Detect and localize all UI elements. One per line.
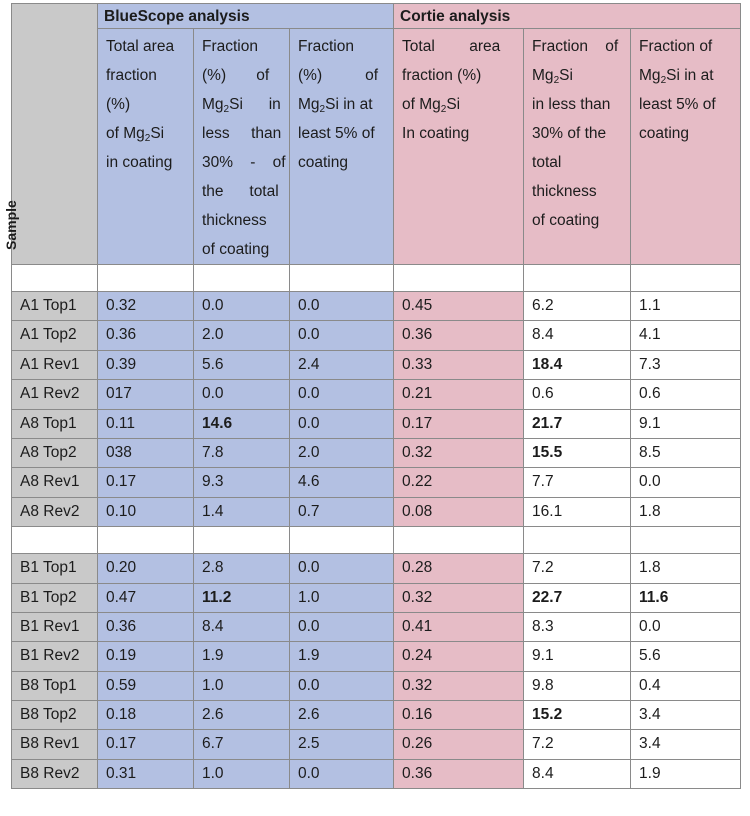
value-cell: 0.39 — [98, 350, 194, 379]
sample-cell: A1 Rev1 — [12, 350, 98, 379]
value-cell: 0.7 — [290, 497, 394, 526]
group-header-row — [12, 4, 741, 29]
header-line: of $Mg_2Si$ — [106, 125, 165, 144]
header-line: (%) — [106, 96, 131, 113]
value-cell: 0.36 — [394, 321, 524, 350]
table-row — [12, 438, 741, 467]
value-cell: 2.6 — [290, 701, 394, 730]
sample-cell: A1 Rev2 — [12, 380, 98, 409]
table-row — [12, 583, 741, 612]
value-cell: 1.9 — [631, 759, 741, 788]
sample-cell: A1 Top1 — [12, 292, 98, 321]
table-row — [12, 497, 741, 526]
value-cell: 0.0 — [290, 321, 394, 350]
value-cell: 5.6 — [631, 642, 741, 671]
separator-row — [12, 527, 741, 554]
header-line: of coating — [532, 212, 600, 229]
results-table — [3, 3, 741, 789]
value-cell: 6.2 — [524, 292, 631, 321]
value-cell: 1.9 — [194, 642, 290, 671]
value-cell: 0.0 — [194, 292, 290, 321]
sample-header-cell: Sample — [12, 4, 98, 265]
value-cell: 0.0 — [290, 554, 394, 583]
value-cell: 0.18 — [98, 701, 194, 730]
column-header-row — [12, 29, 741, 265]
header-line: the total — [202, 183, 279, 200]
value-cell: 9.1 — [524, 642, 631, 671]
table-row — [12, 321, 741, 350]
value-cell: 7.7 — [524, 468, 631, 497]
value-cell: 0.20 — [98, 554, 194, 583]
value-cell: 16.1 — [524, 497, 631, 526]
value-cell: 8.3 — [524, 612, 631, 641]
header-line: least 5% of — [639, 96, 716, 113]
header-line: of coating — [202, 241, 270, 258]
value-cell: 11.6 — [631, 583, 741, 612]
co-frac30-header — [524, 29, 631, 265]
sample-cell: A8 Top1 — [12, 409, 98, 438]
value-cell: 7.2 — [524, 554, 631, 583]
sample-cell: B1 Rev1 — [12, 612, 98, 641]
value-cell: 1.4 — [194, 497, 290, 526]
value-cell: 0.11 — [98, 409, 194, 438]
value-cell: 0.47 — [98, 583, 194, 612]
sample-cell: B1 Rev2 — [12, 642, 98, 671]
value-cell: 1.9 — [290, 642, 394, 671]
header-line: In coating — [402, 125, 470, 142]
value-cell: 0.32 — [394, 671, 524, 700]
value-cell: 0.22 — [394, 468, 524, 497]
value-cell: 0.0 — [194, 380, 290, 409]
value-cell: 14.6 — [194, 409, 290, 438]
separator-row — [12, 265, 741, 292]
value-cell: 7.2 — [524, 730, 631, 759]
value-cell: 6.7 — [194, 730, 290, 759]
value-cell: 1.0 — [290, 583, 394, 612]
value-cell: 3.4 — [631, 730, 741, 759]
value-cell: 9.1 — [631, 409, 741, 438]
header-line: in less than — [532, 96, 611, 113]
group-a-rows — [12, 292, 741, 527]
value-cell: 2.0 — [290, 438, 394, 467]
header-line: less than — [202, 125, 282, 142]
value-cell: 18.4 — [524, 350, 631, 379]
value-cell: 0.32 — [394, 438, 524, 467]
value-cell: 0.0 — [290, 671, 394, 700]
header-line: Total area — [402, 38, 501, 55]
table-row — [12, 759, 741, 788]
table-row — [12, 701, 741, 730]
value-cell: 0.4 — [631, 671, 741, 700]
header-line: total — [532, 154, 562, 171]
bs-total-header — [98, 29, 194, 265]
sample-cell: A1 Top2 — [12, 321, 98, 350]
value-cell: 1.0 — [194, 671, 290, 700]
table-row — [12, 612, 741, 641]
value-cell: 0.08 — [394, 497, 524, 526]
value-cell: 0.0 — [290, 612, 394, 641]
sample-cell: B1 Top1 — [12, 554, 98, 583]
header-line: Fraction — [202, 38, 258, 55]
table-row — [12, 671, 741, 700]
value-cell: 0.36 — [98, 321, 194, 350]
sample-cell: B8 Rev1 — [12, 730, 98, 759]
bs-frac5-header — [290, 29, 394, 265]
value-cell: 0.16 — [394, 701, 524, 730]
value-cell: 0.0 — [290, 292, 394, 321]
sample-cell: B8 Top1 — [12, 671, 98, 700]
value-cell: 0.10 — [98, 497, 194, 526]
value-cell: 038 — [98, 438, 194, 467]
table-row — [12, 380, 741, 409]
header-line: thickness — [202, 212, 267, 229]
sample-cell: A8 Rev2 — [12, 497, 98, 526]
header-line: of $Mg_2Si$ — [402, 96, 461, 115]
value-cell: 7.3 — [631, 350, 741, 379]
value-cell: 0.0 — [631, 612, 741, 641]
header-line: fraction (%) — [402, 67, 482, 84]
value-cell: 8.4 — [524, 759, 631, 788]
header-line: $Mg_2Si$ in at — [639, 67, 714, 86]
value-cell: 8.4 — [194, 612, 290, 641]
header-line: $Mg_2Si$ in — [202, 96, 281, 115]
table-row — [12, 409, 741, 438]
header-line: fraction — [106, 67, 157, 84]
value-cell: 15.5 — [524, 438, 631, 467]
value-cell: 9.8 — [524, 671, 631, 700]
value-cell: 0.32 — [394, 583, 524, 612]
value-cell: 0.36 — [98, 612, 194, 641]
value-cell: 3.4 — [631, 701, 741, 730]
table-row — [12, 350, 741, 379]
sample-cell: B8 Top2 — [12, 701, 98, 730]
header-line: thickness — [532, 183, 597, 200]
header-line: (%) of — [298, 67, 379, 84]
value-cell: 0.21 — [394, 380, 524, 409]
value-cell: 7.8 — [194, 438, 290, 467]
header-line: Fraction of — [639, 38, 713, 55]
header-line: Total area — [106, 38, 175, 55]
bluescope-group-header: BlueScope analysis — [98, 4, 394, 29]
value-cell: 0.0 — [290, 380, 394, 409]
value-cell: 2.8 — [194, 554, 290, 583]
value-cell: 0.17 — [98, 730, 194, 759]
value-cell: 0.0 — [631, 468, 741, 497]
table-row — [12, 554, 741, 583]
bs-frac30-header — [194, 29, 290, 265]
header-line: (%) of — [202, 67, 270, 84]
value-cell: 22.7 — [524, 583, 631, 612]
table-row — [12, 468, 741, 497]
header-line: Fraction of — [532, 38, 619, 55]
value-cell: 0.24 — [394, 642, 524, 671]
sample-cell: B1 Top2 — [12, 583, 98, 612]
value-cell: 11.2 — [194, 583, 290, 612]
value-cell: 0.17 — [394, 409, 524, 438]
value-cell: 0.6 — [524, 380, 631, 409]
value-cell: 1.8 — [631, 497, 741, 526]
header-line: 30% of the — [532, 125, 607, 142]
value-cell: 2.4 — [290, 350, 394, 379]
value-cell: 0.6 — [631, 380, 741, 409]
sample-cell: A8 Top2 — [12, 438, 98, 467]
value-cell: 9.3 — [194, 468, 290, 497]
value-cell: 0.41 — [394, 612, 524, 641]
value-cell: 2.6 — [194, 701, 290, 730]
value-cell: 21.7 — [524, 409, 631, 438]
value-cell: 0.32 — [98, 292, 194, 321]
table-row — [12, 642, 741, 671]
value-cell: 0.59 — [98, 671, 194, 700]
value-cell: 2.5 — [290, 730, 394, 759]
table-row — [12, 730, 741, 759]
value-cell: 0.45 — [394, 292, 524, 321]
header-line: Fraction — [298, 38, 354, 55]
value-cell: 2.0 — [194, 321, 290, 350]
table-row — [12, 292, 741, 321]
header-line: least 5% of — [298, 125, 375, 142]
value-cell: 0.36 — [394, 759, 524, 788]
value-cell: 8.5 — [631, 438, 741, 467]
value-cell: 0.33 — [394, 350, 524, 379]
value-cell: 4.6 — [290, 468, 394, 497]
value-cell: 15.2 — [524, 701, 631, 730]
value-cell: 0.19 — [98, 642, 194, 671]
value-cell: 0.28 — [394, 554, 524, 583]
header-line: coating — [298, 154, 348, 171]
value-cell: 0.26 — [394, 730, 524, 759]
value-cell: 017 — [98, 380, 194, 409]
value-cell: 5.6 — [194, 350, 290, 379]
sample-cell: A8 Rev1 — [12, 468, 98, 497]
header-line: coating — [639, 125, 689, 142]
header-line: in coating — [106, 154, 173, 171]
co-total-header — [394, 29, 524, 265]
value-cell: 0.0 — [290, 759, 394, 788]
value-cell: 0.31 — [98, 759, 194, 788]
value-cell: 0.17 — [98, 468, 194, 497]
value-cell: 8.4 — [524, 321, 631, 350]
value-cell: 1.8 — [631, 554, 741, 583]
header-line: 30% - of — [202, 154, 286, 171]
sample-cell: B8 Rev2 — [12, 759, 98, 788]
value-cell: 0.0 — [290, 409, 394, 438]
co-frac5-header — [631, 29, 741, 265]
value-cell: 1.1 — [631, 292, 741, 321]
header-line: $Mg_2Si$ — [532, 67, 573, 86]
header-line: $Mg_2Si$ in at — [298, 96, 373, 115]
cortie-group-header: Cortie analysis — [394, 4, 741, 29]
group-b-rows — [12, 554, 741, 789]
value-cell: 4.1 — [631, 321, 741, 350]
value-cell: 1.0 — [194, 759, 290, 788]
